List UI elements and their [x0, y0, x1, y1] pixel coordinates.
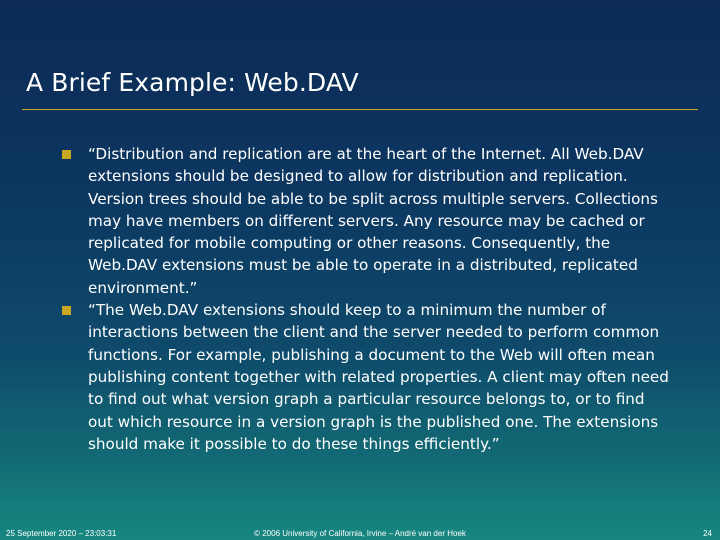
bullet-list — [60, 143, 670, 455]
square-bullet-icon — [62, 150, 71, 159]
square-bullet-icon — [62, 306, 71, 315]
bullet-item — [60, 299, 670, 455]
slide-title: A Brief Example: Web.DAV — [26, 68, 359, 97]
title-divider — [22, 109, 698, 110]
footer-page-number: 24 — [703, 529, 712, 538]
footer-date: 25 September 2020 – 23:03:31 — [6, 529, 117, 538]
footer-copyright: © 2006 University of California, Irvine – André van der Hoek — [254, 529, 466, 538]
bullet-text: “The Web.DAV extensions should keep to a minimum the number of interactions between the client and the server needed to perform common functions. For example, publishing a document to the Web will often mean publishing content together with related properties. A client may often need to find out what version graph a particular resource belongs to, or to find out which resource in a version graph is the published one. The extensions should make it possible to do these things efficiently.” — [88, 301, 669, 453]
bullet-text: “Distribution and replication are at the heart of the Internet. All Web.DAV extensions should be designed to allow for distribution and replication. Version trees should be able to be split across multiple servers. Collections may have members on different servers. Any resource may be cached or replicated for mobile computing or other reasons. Consequently, the Web.DAV extensions must be able to operate in a distributed, replicated environment.” — [88, 145, 658, 297]
bullet-item — [60, 143, 670, 299]
